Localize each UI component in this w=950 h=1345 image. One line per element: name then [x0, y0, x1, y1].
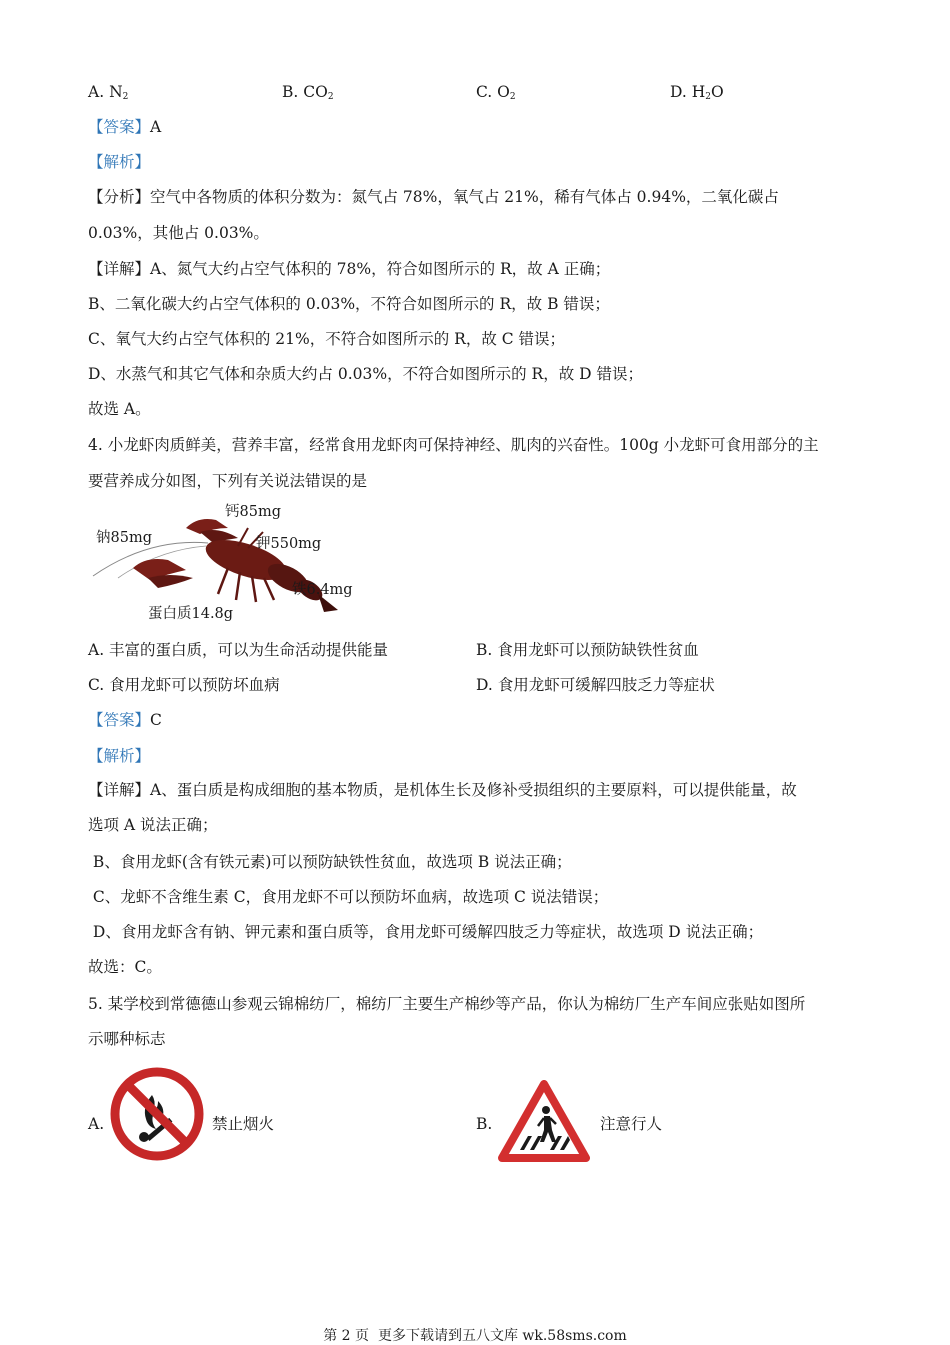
- q5-option-b-letter: B.: [476, 1115, 493, 1133]
- calcium-label: 钙85mg: [225, 504, 281, 520]
- no-fire-sign-icon: [108, 1065, 206, 1163]
- q3-analysis-line: 【分析】空气中各物质的体积分数为：氮气占 78%，氧气占 21%，稀有气体占 0.94%，二氧化碳占: [88, 188, 779, 206]
- q4-stem: 要营养成分如图，下列有关说法错误的是: [88, 472, 368, 490]
- q5-stem: 示哪种标志: [88, 1030, 166, 1048]
- q5-stem: 5. 某学校到常德德山参观云锦棉纺厂，棉纺厂主要生产棉纱等产品，你认为棉纺厂生产车间应张贴如图所: [88, 995, 806, 1013]
- q3-detail-line: 故选 A。: [88, 400, 151, 418]
- q4-option-b: B. 食用龙虾可以预防缺铁性贫血: [476, 641, 699, 659]
- q4-detail-line: 故选：C。: [88, 958, 162, 976]
- q4-option-a: A. 丰富的蛋白质，可以为生命活动提供能量: [88, 641, 389, 659]
- page-footer: 第 2 页 更多下载请到五八文库 wk.58sms.com: [323, 1328, 627, 1344]
- q3-detail-line: B、二氧化碳大约占空气体积的 0.03%，不符合如图所示的 R，故 B 错误；: [88, 295, 610, 313]
- q3-analysis-tag: 【解析】: [88, 153, 151, 171]
- q4-detail-line: D、食用龙虾含有钠、钾元素和蛋白质等，食用龙虾可缓解四肢乏力等症状，故选项 D 说法正确；: [88, 923, 764, 941]
- protein-label: 蛋白质14.8g: [148, 606, 234, 622]
- q3-detail-line: 【详解】A、氮气大约占空气体积的 78%，符合如图所示的 R，故 A 正确；: [88, 260, 611, 278]
- iron-label: 铁6.4mg: [292, 582, 353, 598]
- sodium-label: 钠85mg: [96, 530, 152, 546]
- q3-option-a: A. $N_2$: [88, 83, 129, 102]
- q4-analysis-tag: 【解析】: [88, 747, 151, 765]
- q4-detail-line: 选项 A 说法正确；: [88, 816, 218, 834]
- potassium-label: 钾550mg: [256, 536, 322, 552]
- q4-detail-line: B、食用龙虾(含有铁元素)可以预防缺铁性贫血，故选项 B 说法正确；: [88, 853, 572, 871]
- q5-option-a-letter: A.: [88, 1115, 105, 1133]
- q3-option-b: B. $CO_2$: [282, 83, 334, 102]
- q4-option-c: C. 食用龙虾可以预防坏血病: [88, 676, 280, 694]
- q4-answer: 【答案】C: [88, 711, 162, 729]
- q3-option-d: D. $H_2O$: [670, 83, 724, 102]
- q3-option-c: C. $O_2$: [476, 83, 516, 102]
- q3-detail-line: C、氧气大约占空气体积的 21%，不符合如图所示的 R，故 C 错误；: [88, 330, 566, 348]
- crayfish-figure: [88, 498, 378, 626]
- q4-option-d: D. 食用龙虾可缓解四肢乏力等症状: [476, 676, 715, 694]
- q3-analysis-line: 0.03%，其他占 0.03%。: [88, 224, 269, 242]
- q3-answer: 【答案】A: [88, 118, 162, 136]
- pedestrian-warning-sign-icon: [498, 1080, 590, 1164]
- q5-option-a-text: 禁止烟火: [212, 1115, 275, 1133]
- q4-stem: 4. 小龙虾肉质鲜美，营养丰富，经常食用龙虾肉可保持神经、肌肉的兴奋性。100g 小龙虾可食用部分的主: [88, 436, 819, 454]
- q3-detail-line: D、水蒸气和其它气体和杂质大约占 0.03%，不符合如图所示的 R，故 D 错误；: [88, 365, 643, 383]
- q5-option-b-text: 注意行人: [600, 1115, 663, 1133]
- q4-detail-line: C、龙虾不含维生素 C，食用龙虾不可以预防坏血病，故选项 C 说法错误；: [88, 888, 609, 906]
- q4-detail-line: 【详解】A、蛋白质是构成细胞的基本物质，是机体生长及修补受损组织的主要原料，可以提供能量，故: [88, 781, 797, 799]
